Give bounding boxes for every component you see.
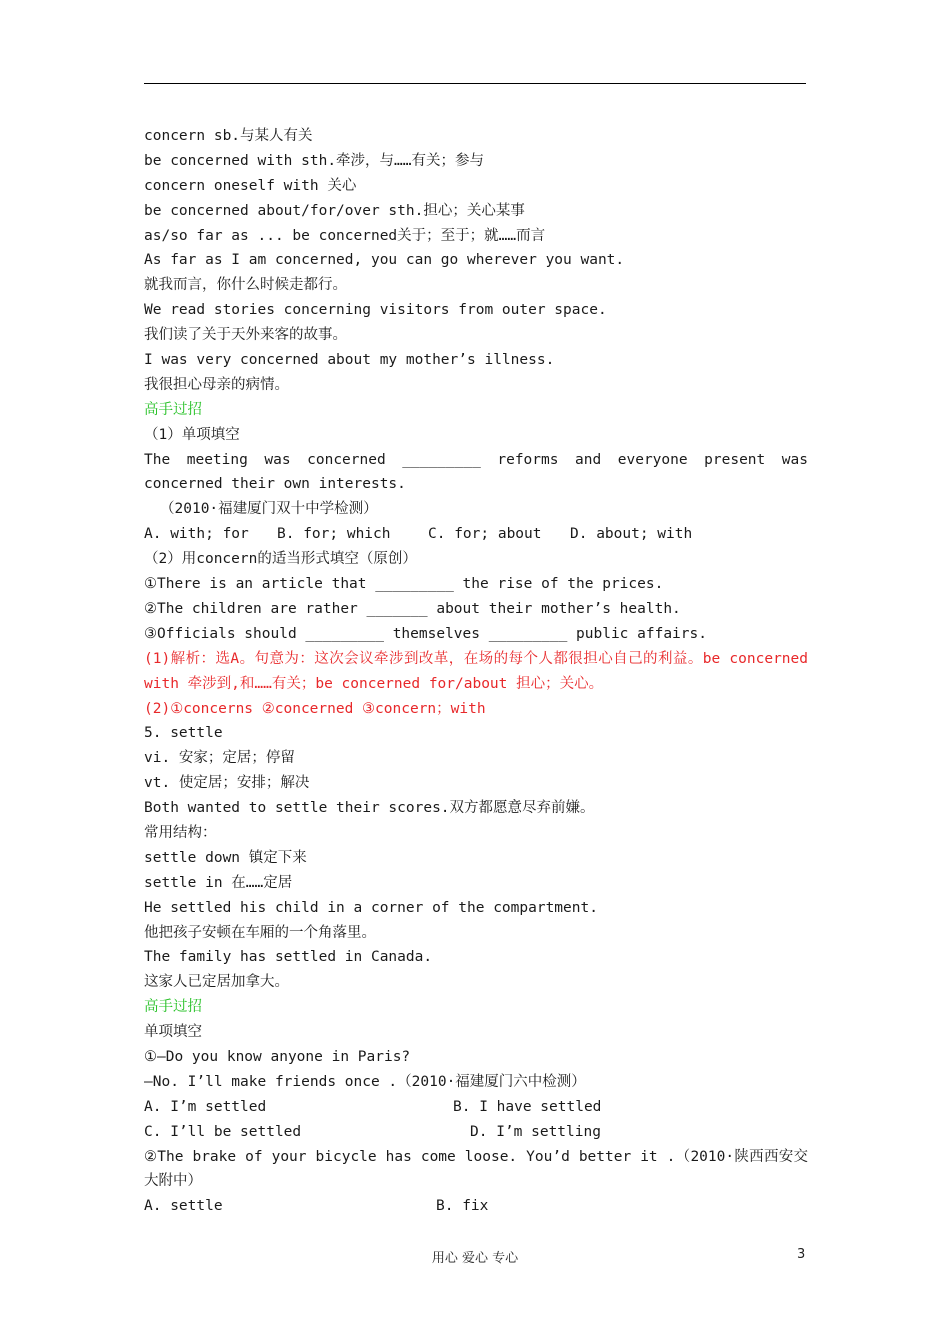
text-line: as/so far as ... be concerned关于；至于；就……而言 [144,227,546,244]
example-translation: 这家人已定居加拿大。 [144,974,289,991]
answer-key: (2)①concerns ②concerned ③concern；with [144,700,486,717]
option-b: B. I have settled [453,1098,602,1115]
page-footer: 用心 爱心 专心 [431,1251,519,1266]
example-translation: 我们读了关于天外来客的故事。 [144,327,347,344]
example-translation: 他把孩子安顿在车厢的一个角落里。 [144,924,376,941]
answer-options [144,1120,808,1145]
text-line: be concerned about/for/over sth.担心；关心某事 [144,202,525,219]
answer-options [144,522,808,547]
text-line: concern oneself with 关心 [144,177,357,194]
option-a: A. with; for [144,526,249,543]
option-c: C. I’ll be settled [144,1123,302,1140]
text-line: vi. 安家；定居；停留 [144,750,295,767]
option-b: B. for; which [277,526,391,543]
example-translation: 我很担心母亲的病情。 [144,376,289,393]
option-c: C. for; about [428,526,542,543]
example-sentence: He settled his child in a corner of the compartment. [144,899,598,916]
example-sentence: I was very concerned about my mother’s illness. [144,352,555,369]
exercise-item: ①—Do you know anyone in Paris? [144,1049,411,1066]
text-line: be concerned with sth.牵涉，与……有关；参与 [144,152,485,169]
answer-options [144,1095,808,1120]
option-b: B. fix [436,1198,489,1215]
example-translation: 就我而言，你什么时候走都行。 [144,277,347,294]
exercise-title: （2）用concern的适当形式填空（原创） [144,551,417,568]
example-sentence: As far as I am concerned, you can go wherever you want. [144,252,625,269]
option-d: D. I’m settling [470,1123,601,1140]
exercise-title: 单项填空 [144,1024,202,1041]
example-sentence: Both wanted to settle their scores.双方都愿意尽弃前嫌。 [144,800,595,817]
answer-options [144,1194,808,1219]
exercise-item: ②The children are rather _______ about their mother’s health. [144,600,681,617]
exercise-item: ①There is an article that _________ the rise of the prices. [144,576,664,593]
exercise-item: ②The brake of your bicycle has come loose. You’d better it .（2010·陕西西安交大附中） [144,1148,808,1190]
header-rule [144,83,806,84]
example-sentence: The family has settled in Canada. [144,949,433,966]
option-d: D. about; with [570,526,693,543]
section-heading: 高手过招 [144,999,202,1016]
entry-heading: 5. settle [144,725,223,742]
exercise-title: （1）单项填空 [144,426,240,443]
example-sentence: We read stories concerning visitors from outer space. [144,302,607,319]
text-line: vt. 使定居；安排；解决 [144,775,310,792]
text-line: concern sb.与某人有关 [144,128,313,144]
text-line: 常用结构： [144,825,217,841]
page-number: 3 [797,1247,806,1262]
exercise-item: —No. I’ll make friends once .（2010·福建厦门六中检测） [144,1073,586,1090]
text-line: settle in 在……定居 [144,874,293,891]
option-a: A. I’m settled [144,1098,267,1115]
answer-explanation: (1)解析：选A。句意为：这次会议牵涉到改革，在场的每个人都很担心自己的利益。be concerned with 牵涉到,和……有关；be concerned for/about 担心；关心。 [144,650,808,692]
exercise-source: （2010·福建厦门双十中学检测） [160,501,378,518]
option-a: A. settle [144,1198,223,1215]
document-body [144,124,808,1219]
text-line: settle down 镇定下来 [144,849,307,866]
section-heading: 高手过招 [144,401,202,418]
exercise-question: The meeting was concerned _________ reforms and everyone present was concerned their own interests. [144,451,808,493]
exercise-item: ③Officials should _________ themselves _________ public affairs. [144,625,707,642]
